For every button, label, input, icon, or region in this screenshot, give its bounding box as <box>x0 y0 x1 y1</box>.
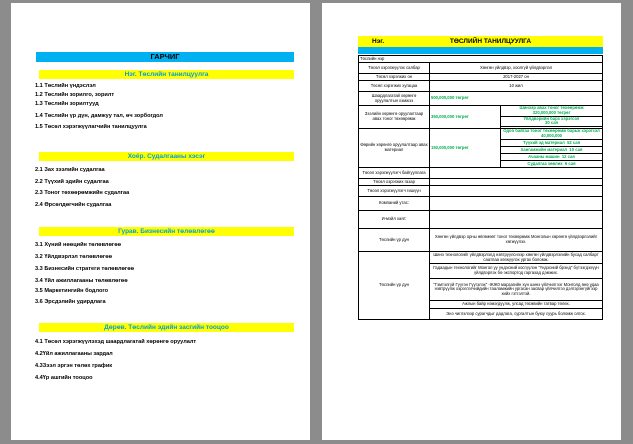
own-d4-amount: 12 сая <box>561 153 575 159</box>
loan-detail2-amount: 30 сая <box>545 120 558 126</box>
invest-label: Шаардлагатай хөрөнгө оруулалтын хэмжээ <box>359 92 430 106</box>
toc-item[interactable]: 1.2 Төслийн зорилго, зорилт <box>35 92 115 98</box>
project-intro-page <box>322 3 621 440</box>
sector-label: Төсөл хэрэгжүүлэх салбар <box>359 63 430 74</box>
toc-item[interactable]: 3.6 Эрсдэлийн удирдлага <box>35 299 106 305</box>
own-detail <box>501 129 603 140</box>
own-d3: Хангамжийн материал <box>520 146 568 152</box>
toc-item[interactable]: 2.4 Өрсөлдөгчийн судалгаа <box>35 202 112 208</box>
impact-item: "Гэмтэлгүй Гүүгэн Гүүгэлэх" -ЖЖ0 марзагийн хүн шинэ үйлчилгээг Монголд өнө удаа нэвтрүүлж хэрэглэгчийдийн тааламжийн ургасан засвар үйлчилгээ дэлгэрэнгүйгээр хийх гэтгэлтэй. <box>430 279 603 301</box>
company-phone-value[interactable] <box>430 197 603 211</box>
toc-item[interactable]: 2.2 Түүхий эдийн судалгаа <box>35 179 109 185</box>
project-name-cell: Төслийн нэр <box>359 56 603 63</box>
own-d5-amount: 6 сая <box>564 160 576 166</box>
years-label: Төсөл хэрэгжих он <box>359 74 430 81</box>
address-label: Төсөл хэрэгжих газар <box>359 179 430 186</box>
company-phone-label: Компаний утас: <box>359 197 430 211</box>
title-band <box>358 47 603 54</box>
title-number: Нэг. <box>372 38 385 45</box>
manager-label: Төсөл хэрэгжүүлэгч гишүүн <box>359 186 430 197</box>
impact-item: Ажлын байр нэмэгдүүлж, улсад төсөвийн татвар төлөх. <box>430 301 603 309</box>
own-d1: Одоо байгаа тоног төхөөрөмж барьж хэрэгсэл <box>503 128 600 134</box>
manager-value[interactable] <box>430 186 603 197</box>
section-header-2: Хоёр. Судалгааны хэсэг <box>39 152 294 161</box>
own-d1-amount: 40,000,000 <box>541 133 562 139</box>
result-value: Хөнгөн үйлдвэр орны өвгөмөөт тоног төхөөрөмж Монголын хөрөнгө үйлдвэрлэлийг хөгжүүлэх. <box>430 229 603 252</box>
own-detail <box>501 154 603 161</box>
toc-title: ГАРЧИГ <box>36 52 294 62</box>
own-d2-amount: 52 сая <box>567 139 581 145</box>
toc-item[interactable]: 3.2 Үйлдвэрлэл төлөвлөгөө <box>35 254 113 260</box>
own-detail <box>501 161 603 168</box>
section-header-3: Гурав. Бизнесийн төлөвлөгөө <box>39 227 294 236</box>
toc-item[interactable]: 4.3Зээл эргэн төлөх график <box>35 363 113 369</box>
page-title <box>358 36 603 47</box>
address-value[interactable] <box>430 179 603 186</box>
loan-detail <box>501 116 603 127</box>
loan-detail1: Шинээр авах тоног төхөөрөмж <box>519 105 584 110</box>
project-summary-table <box>358 55 603 320</box>
toc-item[interactable]: 1.5 Төсөл хэрэгжүүлагчийн танилцуулга <box>35 124 147 130</box>
toc-item[interactable]: 3.1 Хүний нөөцийн төлөвлөгөө <box>35 242 122 248</box>
impact-item: Гадаадын технологийг Монгол уу үндэсний косгүүлэн "Үндэсний брэнд" бүтээгдэхүүн үйлдвэрлэх бө экспортод гаргахад дэмжих. <box>430 264 603 279</box>
implementer-value[interactable] <box>430 168 603 179</box>
own-detail <box>501 140 603 147</box>
toc-item[interactable]: 1.3 Төслийн зорилтууд <box>35 101 99 107</box>
table-of-contents-page <box>11 3 310 440</box>
toc-item[interactable]: 3.5 Маркетингийн бодлого <box>35 288 109 294</box>
invest-value: 500,000,000 төгрөг <box>430 92 603 106</box>
title-text: ТӨСЛИЙН ТАНИЛЦУУЛГА <box>449 38 532 45</box>
years-value: 2017-2027 он <box>430 74 603 81</box>
loan-detail1-amount: 320,000,000 төгрөг <box>532 109 571 115</box>
duration-label: Төсөл хэрэгжих хугацаа <box>359 81 430 92</box>
toc-item[interactable]: 4.4Үр ашгийн тооцоо <box>35 375 93 381</box>
section-header-1: Нэг. Төслийн танилцуулга <box>39 70 294 79</box>
loan-label: Зээлийн хөрөнгө оруулалтаар авах тоног төхөөрөмж <box>359 106 430 129</box>
sector-value: Хөнгөн үйлдвэр, хоолгүй үйлдвэрлэл <box>430 63 603 74</box>
toc-item[interactable]: 1.1 Төслийн үндэслэл <box>35 83 96 89</box>
impact-label: Төслийн үр дүн <box>359 252 430 320</box>
toc-item[interactable]: 4.2Үйл ажиллагааны зардал <box>35 351 113 357</box>
own-value: 150,000,000 төгрөг <box>430 129 501 168</box>
toc-item[interactable]: 4.1 Төсөл хэрэгжүүлэхэд шаардлагатай хөрөнгө оруулалт <box>35 339 197 345</box>
email-value[interactable] <box>430 211 603 229</box>
duration-value: 10 жил <box>430 81 603 92</box>
email-label: И-мэйл хаяг: <box>359 211 430 229</box>
toc-item[interactable]: 2.3 Тоног төхөөрөмжийн судалгаа <box>35 190 130 196</box>
own-detail <box>501 147 603 154</box>
own-d3-amount: 10 сая <box>569 146 583 152</box>
toc-item[interactable]: 3.3 Бизнесийн стратеги төлөвлөгөө <box>35 266 135 272</box>
own-d2: Түүхий эд материал <box>522 139 565 145</box>
result-label: Төслийн үр дүн <box>359 229 430 252</box>
toc-item[interactable]: 3.4 Үйл ажиллагааны төлөвлөгөө <box>35 278 128 284</box>
section-header-4: Дөрөв. Төслийн эдийн засгийн тооцоо <box>39 323 294 332</box>
impact-item: Шинэ технологийг үйлдвэрлэлд нэвтрүүлснээр хөнгөн үйлдвэрлэлийн бусад салбарт саатлаа хөгжүүлэх ургах боломж. <box>430 252 603 264</box>
toc-item[interactable]: 1.4 Төслийн үр дүн, дамжуу тал, өч зорбогдол <box>35 113 163 119</box>
loan-detail2: Үйлдвэрийн барх хэрэгсэл <box>523 115 580 121</box>
implementer-label: Төсөл хэрэгжүүлэгч байгууллага <box>359 168 430 179</box>
own-label: Өөрийн хөрөнгө оруулалтаар авах материал <box>359 129 430 168</box>
toc-item[interactable]: 2.1 Зах зээлийн судалгаа <box>35 167 105 173</box>
own-d5: Судалгаа зөвлөх <box>527 160 563 166</box>
own-d4: Ачааны машин <box>528 153 560 159</box>
impact-item: Энэ чиглэлээр сурагчдыг дадлага, сургалтын буюу суурь боломж олгох. <box>430 309 603 320</box>
loan-detail <box>501 106 603 117</box>
loan-value: 350,000,000 төгрөг <box>430 106 501 129</box>
